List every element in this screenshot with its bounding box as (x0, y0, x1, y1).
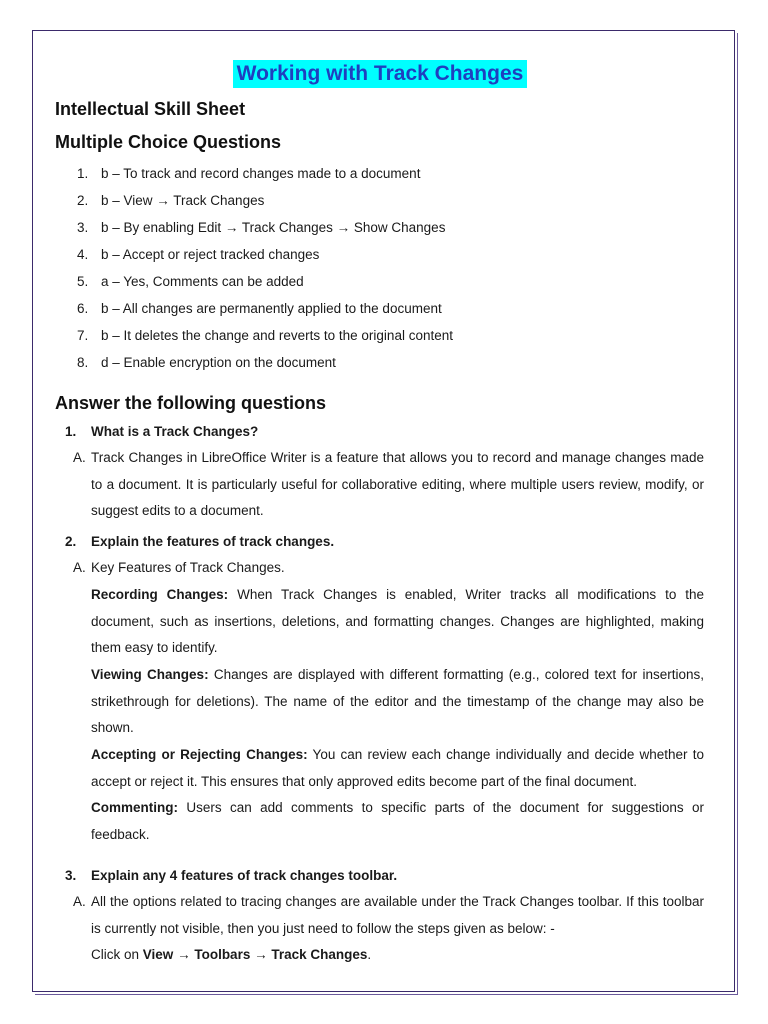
arrow-right-icon: → (254, 947, 268, 963)
answer-text: Key Features of Track Changes. (91, 560, 285, 576)
feature-label: Accepting or Rejecting Changes: (91, 747, 308, 763)
title-wrap (55, 60, 705, 88)
question-number: 1. (65, 424, 77, 439)
heading-skill-sheet: Intellectual Skill Sheet (55, 99, 246, 119)
item-text: a – Yes, Comments can be added (101, 274, 304, 289)
feature-text: Users can add comments to specific parts of the document for suggestions or feedback. (91, 800, 704, 843)
question-number: 2. (65, 534, 77, 550)
list-item (55, 268, 705, 295)
spacer (55, 849, 705, 859)
item-text: b – By enabling Edit → Track Changes → Show Changes (101, 220, 446, 235)
document-title: Working with Track Changes (233, 60, 528, 88)
item-number: 2. (77, 193, 89, 208)
question-1 (55, 419, 705, 445)
item-number: 6. (77, 301, 89, 316)
item-number: 7. (77, 328, 89, 343)
item-text: b – All changes are permanently applied to the document (101, 301, 442, 316)
question-number: 3. (65, 867, 77, 883)
heading-mcq: Multiple Choice Questions (55, 132, 282, 152)
answer-label: A. (73, 450, 86, 465)
feature-label: Recording Changes: (91, 586, 229, 602)
menu-path-line (91, 942, 704, 969)
item-number: 1. (77, 166, 89, 181)
item-number: 5. (77, 274, 89, 289)
item-number: 8. (77, 355, 89, 370)
question-text: Explain any 4 features of track changes toolbar. (91, 867, 398, 883)
question-text: Explain the features of track changes. (91, 534, 335, 550)
feature-label: Commenting: (91, 800, 178, 816)
menu-track-changes: Track Changes (271, 947, 368, 963)
menu-view: View (142, 947, 174, 963)
answer-label: A. (73, 560, 86, 576)
menu-toolbars: Toolbars (194, 947, 251, 963)
item-text: b – Accept or reject tracked changes (101, 247, 320, 262)
answer-1 (55, 445, 705, 525)
list-item (55, 214, 705, 241)
question-2 (55, 529, 705, 555)
answer-2 (55, 555, 705, 582)
feature-label: Viewing Changes: (91, 666, 209, 682)
feature-text: Changes are displayed with different formatting (e.g., colored text for insertions, strikethrough for deletions). The name of the editor and the timestamp of the change may also be shown. (91, 666, 704, 736)
answer-text: Track Changes in LibreOffice Writer is a feature that allows you to record and manage changes made to a document. It is particularly useful for collaborative editing, where multiple users review, modify, or suggest edits to a document. (91, 450, 704, 519)
answer-text: All the options related to tracing changes are available under the Track Changes toolbar. If this toolbar is currently not visible, then you just need to follow the steps given as below: - (91, 893, 704, 936)
list-item (55, 160, 705, 187)
item-number: 4. (77, 247, 89, 262)
arrow-right-icon: → (177, 947, 191, 963)
click-prefix: Click on (91, 947, 143, 963)
feature-accepting (91, 742, 704, 795)
list-item (55, 349, 705, 376)
item-text: b – It deletes the change and reverts to the original content (101, 328, 453, 343)
list-item (55, 295, 705, 322)
item-text: b – View → Track Changes (101, 193, 265, 208)
heading-answer-questions: Answer the following questions (55, 393, 327, 413)
mcq-list (55, 160, 705, 376)
item-text: d – Enable encryption on the document (101, 355, 336, 370)
list-item (55, 187, 705, 214)
item-text: b – To track and record changes made to a document (101, 166, 421, 181)
feature-text: You can review each change individually and decide whether to accept or reject it. This ensures that only approved edits become part of the final document. (91, 747, 704, 789)
list-item (55, 241, 705, 268)
answer-label: A. (73, 893, 86, 909)
question-text: What is a Track Changes? (91, 424, 259, 439)
item-number: 3. (77, 220, 89, 235)
question-3 (55, 863, 705, 889)
feature-text: When Track Changes is enabled, Writer tracks all modifications to the document, such as insertions, deletions, and formatting changes. Changes are highlighted, making them easy to identify. (91, 586, 705, 656)
feature-recording (91, 582, 704, 662)
answer-3 (55, 889, 705, 942)
list-item (55, 322, 705, 349)
feature-viewing (91, 662, 704, 742)
click-suffix: . (367, 947, 372, 963)
document-content (55, 60, 705, 969)
feature-commenting (91, 795, 704, 848)
